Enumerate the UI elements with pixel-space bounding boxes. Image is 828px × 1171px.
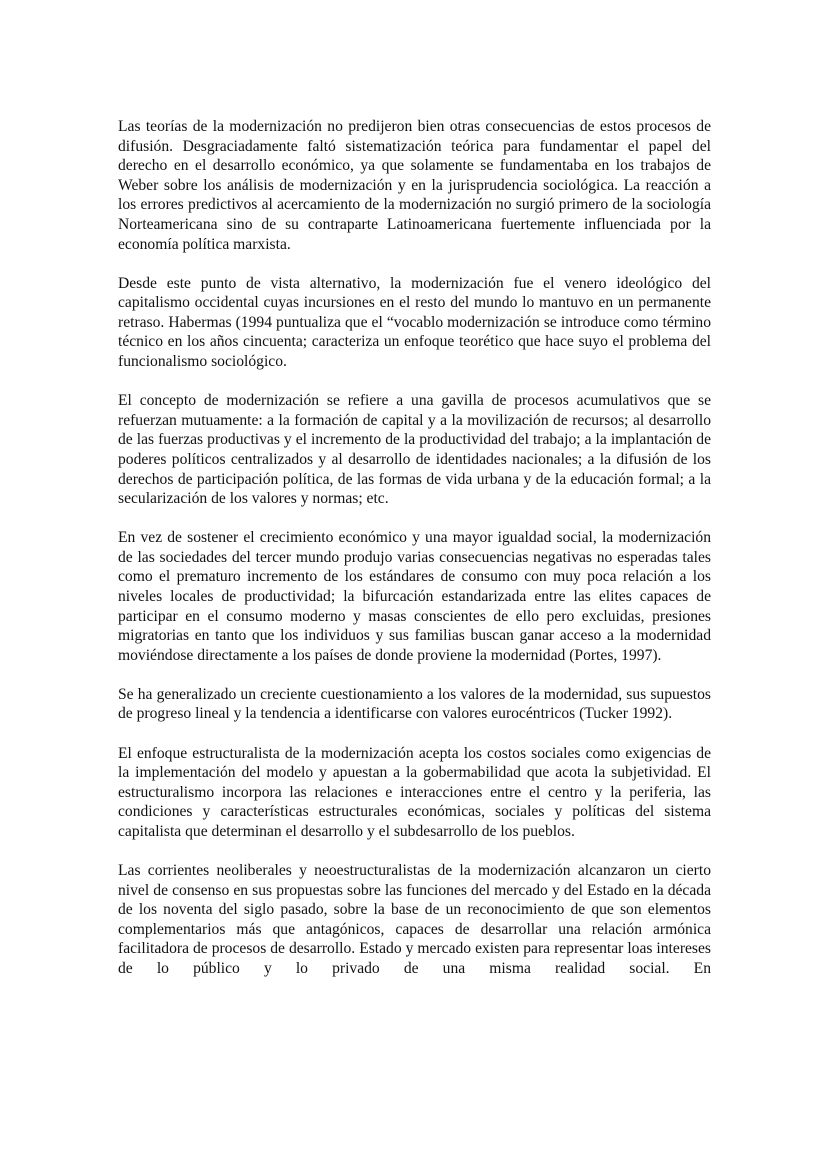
paragraph-5: Se ha generalizado un creciente cuestionamiento a los valores de la modernidad, sus supuestos de progreso lineal y la tendencia a identificarse con valores eurocéntricos (Tucker 1992). xyxy=(118,685,711,723)
paragraph-6: El enfoque estructuralista de la modernización acepta los costos sociales como exigencias de la implementación del modelo y apuestan a la gobermabilidad que acota la subjetividad. El estructuralismo incorpora las relaciones e interacciones entre el centro y la periferia, las condiciones y características estructurales económicas, sociales y políticas del sistema capitalista que determinan el desarrollo y el subdesarrollo de los pueblos. xyxy=(118,744,711,840)
paragraph-1: Las teorías de la modernización no predijeron bien otras consecuencias de estos procesos de difusión. Desgraciadamente faltó sistematización teórica para fundamentar el papel del derecho en el desarrollo económico, ya que solamente se fundamentaba en los trabajos de Weber sobre los análisis de modernización y en la jurisprudencia sociológica. La reacción a los errores predictivos al acercamiento de la modernización no surgió primero de la sociología Norteamericana sino de su contraparte Latinoamericana fuertemente influenciada por la economía política marxista. xyxy=(118,118,711,253)
paragraph-2: Desde este punto de vista alternativo, la modernización fue el venero ideológico del capitalismo occidental cuyas incursiones en el resto del mundo lo mantuvo en un permanente retraso. Habermas (1994 puntualiza que el “vocablo modernización se introduce como término técnico en los años cincuenta; caracteriza un enfoque teorético que hace suyo el problema del funcionalismo sociológico. xyxy=(118,274,711,371)
paragraph-4: En vez de sostener el crecimiento económico y una mayor igualdad social, la modernización de las sociedades del tercer mundo produjo varias consecuencias negativas no esperadas tales como el prematuro incremento de los estándares de consumo con muy poca relación a los niveles locales de productividad; la bifurcación estandarizada entre las elites capaces de participar en el consumo moderno y masas conscientes de ello pero excluidas, presiones migratorias en tanto que los individuos y sus familias buscan ganar acceso a la modernidad moviéndose directamente a los países de donde proviene la modernidad (Portes, 1997). xyxy=(118,529,711,664)
paragraph-3: El concepto de modernización se refiere a una gavilla de procesos acumulativos que se refuerzan mutuamente: a la formación de capital y a la movilización de recursos; al desarrollo de las fuerzas productivas y el incremento de la productividad del trabajo; a la implantación de poderes políticos centralizados y al desarrollo de identidades nacionales; a la difusión de los derechos de participación política, de las formas de vida urbana y de la educación formal; a la secularización de los valores y normas; etc. xyxy=(118,392,711,508)
paragraph-7: Las corrientes neoliberales y neoestructuralistas de la modernización alcanzaron un cierto nivel de consenso en sus propuestas sobre las funciones del mercado y del Estado en la década de los noventa del siglo pasado, sobre la base de un reconocimiento de que son elementos complementarios más que antagónicos, capaces de desarrollar una relación armónica facilitadora de procesos de desarrollo. Estado y mercado existen para representar loas intereses de lo público y lo privado de una misma realidad social. En xyxy=(118,862,711,977)
document-page xyxy=(118,117,711,979)
